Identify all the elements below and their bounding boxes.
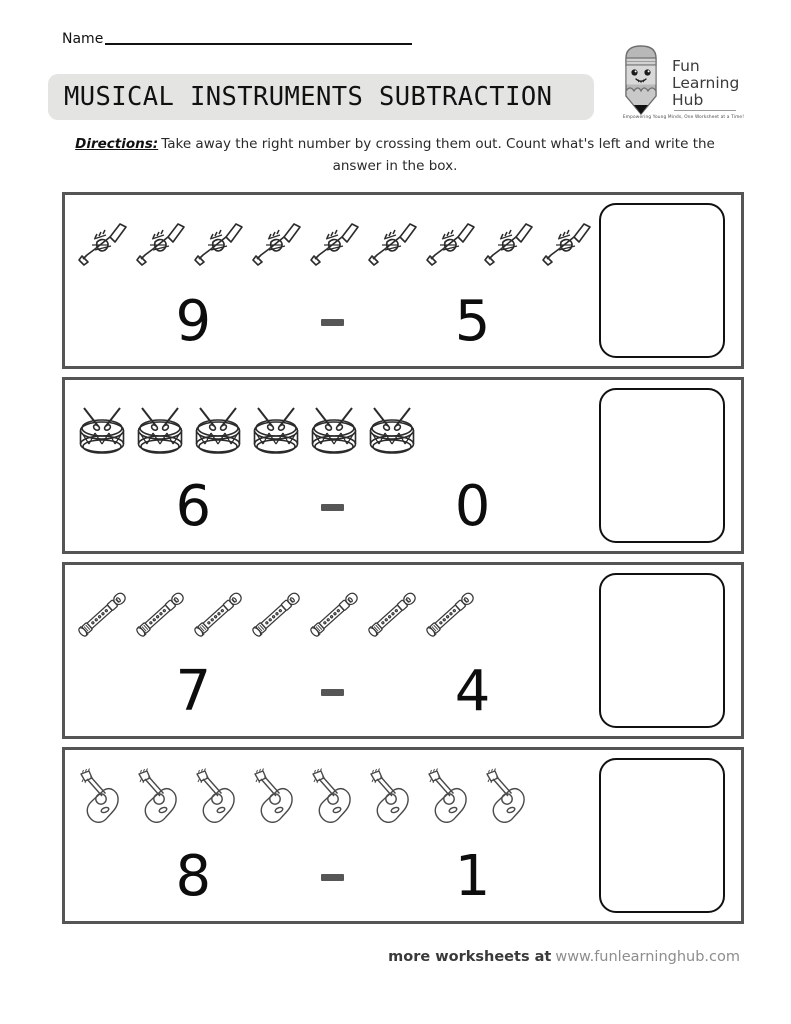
subtrahend-value: 4 [454,659,491,724]
recorder-icon[interactable] [421,576,479,652]
answer-box[interactable] [599,758,725,913]
recorder-icon[interactable] [305,576,363,652]
brand-logo [610,44,755,132]
answer-box[interactable] [599,203,725,358]
equation-row [73,836,593,918]
minuend-value: 8 [175,844,212,909]
trumpet-icon[interactable] [363,206,421,282]
name-field-row [62,32,412,47]
footer-label: more worksheets at [388,949,552,965]
icon-strip-trumpets [73,205,593,283]
guitar-icon[interactable] [479,761,537,837]
name-label: Name [62,31,104,47]
minuend-value: 6 [175,474,212,539]
logo-wordmark [672,58,739,109]
drum-icon[interactable] [73,391,131,467]
minus-operator-icon [314,874,353,881]
trumpet-icon[interactable] [421,206,479,282]
logo-tagline: Empowering Young Minds, One Worksheet at a Time! [622,115,745,120]
trumpet-icon[interactable] [131,206,189,282]
trumpet-icon[interactable] [305,206,363,282]
subtrahend-value: 5 [454,289,491,354]
drum-icon[interactable] [189,391,247,467]
guitar-icon[interactable] [305,761,363,837]
icon-strip-drums [73,390,593,468]
recorder-icon[interactable] [189,576,247,652]
worksheet-title-banner [48,74,594,120]
directions-block [55,133,735,177]
drum-icon[interactable] [363,391,421,467]
answer-box[interactable] [599,388,725,543]
problem-row [62,192,744,369]
trumpet-icon[interactable] [537,206,595,282]
equation-row [73,281,593,363]
directions-text: Take away the right number by crossing them out. Count what's left and write the answer in the box. [161,136,715,174]
trumpet-icon[interactable] [247,206,305,282]
problem-row [62,562,744,739]
minus-operator-icon [314,319,353,326]
equation-row [73,466,593,548]
guitar-icon[interactable] [247,761,305,837]
drum-icon[interactable] [131,391,189,467]
logo-divider [674,110,736,111]
trumpet-icon[interactable] [189,206,247,282]
equation-row [73,651,593,733]
name-write-line[interactable] [105,43,412,45]
guitar-icon[interactable] [73,761,131,837]
guitar-icon[interactable] [363,761,421,837]
page-title: MUSICAL INSTRUMENTS SUBTRACTION [64,82,553,112]
guitar-icon[interactable] [131,761,189,837]
trumpet-icon[interactable] [479,206,537,282]
problem-rows [62,192,744,932]
drum-icon[interactable] [305,391,363,467]
subtrahend-value: 1 [454,844,491,909]
pencil-mascot-icon [618,44,664,116]
logo-line-1: Fun [672,57,700,75]
footer-url[interactable]: www.funlearninghub.com [555,949,740,965]
minus-operator-icon [314,504,353,511]
recorder-icon[interactable] [247,576,305,652]
minuend-value: 7 [175,659,212,724]
answer-box[interactable] [599,573,725,728]
trumpet-icon[interactable] [73,206,131,282]
logo-line-3: Hub [672,91,704,109]
recorder-icon[interactable] [363,576,421,652]
minus-operator-icon [314,689,353,696]
recorder-icon[interactable] [73,576,131,652]
guitar-icon[interactable] [421,761,479,837]
directions-label: Directions: [75,136,159,152]
logo-line-2: Learning [672,74,740,92]
footer [62,948,744,966]
icon-strip-guitars [73,760,593,838]
problem-row [62,377,744,554]
drum-icon[interactable] [247,391,305,467]
icon-strip-recorders [73,575,593,653]
subtrahend-value: 0 [454,474,491,539]
guitar-icon[interactable] [189,761,247,837]
problem-row [62,747,744,924]
minuend-value: 9 [175,289,212,354]
recorder-icon[interactable] [131,576,189,652]
